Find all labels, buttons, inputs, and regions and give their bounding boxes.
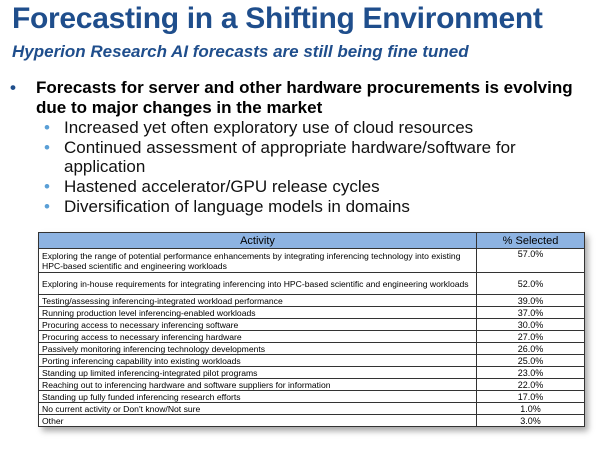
- table-row: [39, 415, 585, 427]
- bullet-dot-icon: •: [44, 138, 50, 157]
- sub-bullet: [42, 197, 592, 216]
- percent-cell: 25.0%: [477, 355, 585, 367]
- percent-cell: 1.0%: [477, 403, 585, 415]
- percent-cell: 26.0%: [477, 343, 585, 355]
- activity-cell: Running production level inferencing-enabled workloads: [39, 307, 477, 319]
- activity-cell: Standing up limited inferencing-integrated pilot programs: [39, 367, 477, 379]
- percent-cell: 22.0%: [477, 379, 585, 391]
- percent-cell: 23.0%: [477, 367, 585, 379]
- percent-cell: 37.0%: [477, 307, 585, 319]
- bullet-dot-icon: •: [44, 197, 50, 216]
- activity-cell: Testing/assessing inferencing-integrated workload performance: [39, 295, 477, 307]
- activity-table: [38, 232, 585, 427]
- percent-cell: 39.0%: [477, 295, 585, 307]
- bullet-dot-icon: •: [44, 118, 50, 137]
- table-row: [39, 295, 585, 307]
- sub-bullet-list: [42, 118, 592, 217]
- bullet-dot-icon: •: [44, 177, 50, 196]
- table-row: [39, 355, 585, 367]
- sub-bullet: [42, 138, 592, 176]
- table-row: [39, 319, 585, 331]
- sub-bullet-text: Hastened accelerator/GPU release cycles: [64, 177, 380, 196]
- slide-title: Forecasting in a Shifting Environment: [12, 2, 543, 35]
- sub-bullet-text: Increased yet often exploratory use of cloud resources: [64, 118, 474, 137]
- activity-cell: Reaching out to inferencing hardware and software suppliers for information: [39, 379, 477, 391]
- sub-bullet-text: Continued assessment of appropriate hardware/software for application: [64, 138, 516, 176]
- activity-table-container: [38, 232, 584, 427]
- activity-cell: Procuring access to necessary inferencing software: [39, 319, 477, 331]
- sub-bullet: [42, 177, 592, 196]
- percent-cell: 3.0%: [477, 415, 585, 427]
- activity-cell: Standing up fully funded inferencing research efforts: [39, 391, 477, 403]
- percent-cell: 52.0%: [477, 273, 585, 295]
- percent-cell: 17.0%: [477, 391, 585, 403]
- main-bullet-text: Forecasts for server and other hardware procurements is evolving due to major changes in the market: [36, 78, 573, 117]
- activity-cell: No current activity or Don't know/Not sure: [39, 403, 477, 415]
- table-row: [39, 391, 585, 403]
- table-row: [39, 343, 585, 355]
- activity-cell: Passively monitoring inferencing technology developments: [39, 343, 477, 355]
- sub-bullet-text: Diversification of language models in domains: [64, 197, 410, 216]
- table-row: [39, 331, 585, 343]
- activity-cell: Procuring access to necessary inferencing hardware: [39, 331, 477, 343]
- activity-cell: Exploring in-house requirements for integrating inferencing into HPC-based scientific and engineering workloads: [39, 273, 477, 295]
- column-header-percent: % Selected: [477, 233, 585, 249]
- table-row: [39, 403, 585, 415]
- table-row: [39, 307, 585, 319]
- table-header-row: [39, 233, 585, 249]
- activity-cell: Porting inferencing capability into existing workloads: [39, 355, 477, 367]
- table-row: [39, 273, 585, 295]
- table-row: [39, 367, 585, 379]
- percent-cell: 27.0%: [477, 331, 585, 343]
- column-header-activity: Activity: [39, 233, 477, 249]
- bullet-dot-icon: •: [10, 78, 16, 97]
- slide-subtitle: Hyperion Research AI forecasts are still being fine tuned: [12, 42, 469, 61]
- percent-cell: 30.0%: [477, 319, 585, 331]
- activity-cell: Other: [39, 415, 477, 427]
- table-row: [39, 379, 585, 391]
- table-row: [39, 249, 585, 273]
- activity-cell: Exploring the range of potential performance enhancements by integrating inferencing technology into existing HPC-based scientific and engineering workloads: [39, 249, 477, 273]
- sub-bullet: [42, 118, 592, 137]
- percent-cell: 57.0%: [477, 249, 585, 273]
